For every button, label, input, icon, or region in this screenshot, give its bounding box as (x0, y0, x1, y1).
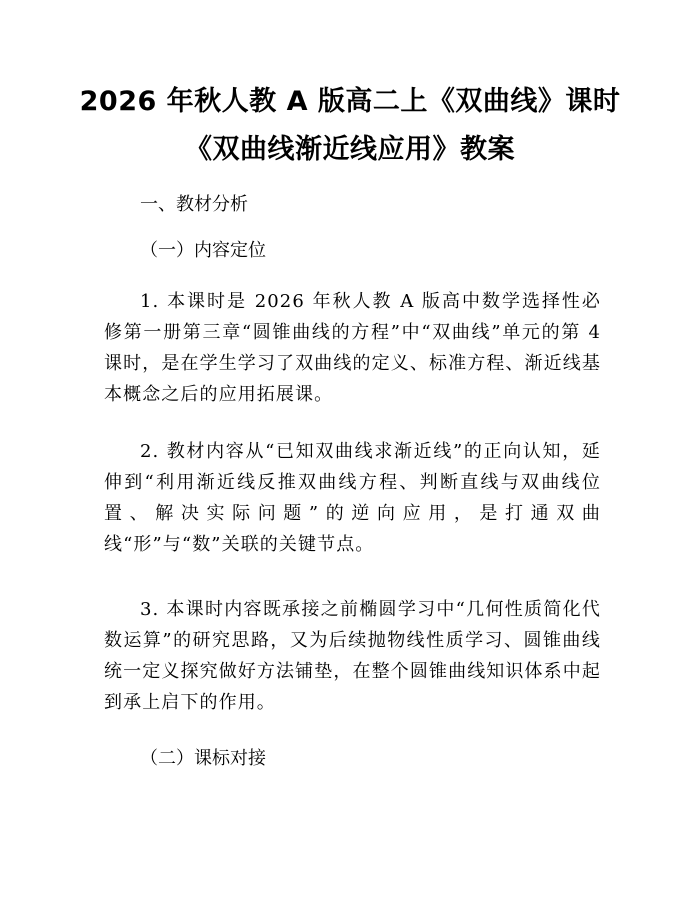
subsection-heading-content-positioning: （一）内容定位 (140, 240, 266, 261)
paragraph-3: 3. 本课时内容既承接之前椭圆学习中“几何性质简化代数运算”的研究思路，又为后续抛物线性质学习、圆锥曲线统一定义探究做好方法铺垫，在整个圆锥曲线知识体系中起到承上启下的作用。 (104, 599, 601, 713)
section-heading-textbook-analysis: 一、教材分析 (140, 194, 248, 215)
paragraph-2: 2. 教材内容从“已知双曲线求渐近线”的正向认知，延伸到“利用渐近线反推双曲线方程、判断直线与双曲线位置、解决实际问题”的逆向应用，是打通双曲线“形”与“数”关联的关键节点。 (104, 441, 601, 555)
subsection-heading-curriculum-standards: （二）课标对接 (140, 748, 266, 769)
paragraph-1: 1. 本课时是 2026 年秋人教 A 版高中数学选择性必修第一册第三章“圆锥曲线的方程”中“双曲线”单元的第 4 课时，是在学生学习了双曲线的定义、标准方程、渐近线基本概念之后的应用拓展课。 (104, 291, 601, 405)
document-title-line-1: 2026 年秋人教 A 版高二上《双曲线》课时 (79, 86, 621, 117)
document-title-line-2: 《双曲线渐近线应用》教案 (185, 134, 515, 165)
